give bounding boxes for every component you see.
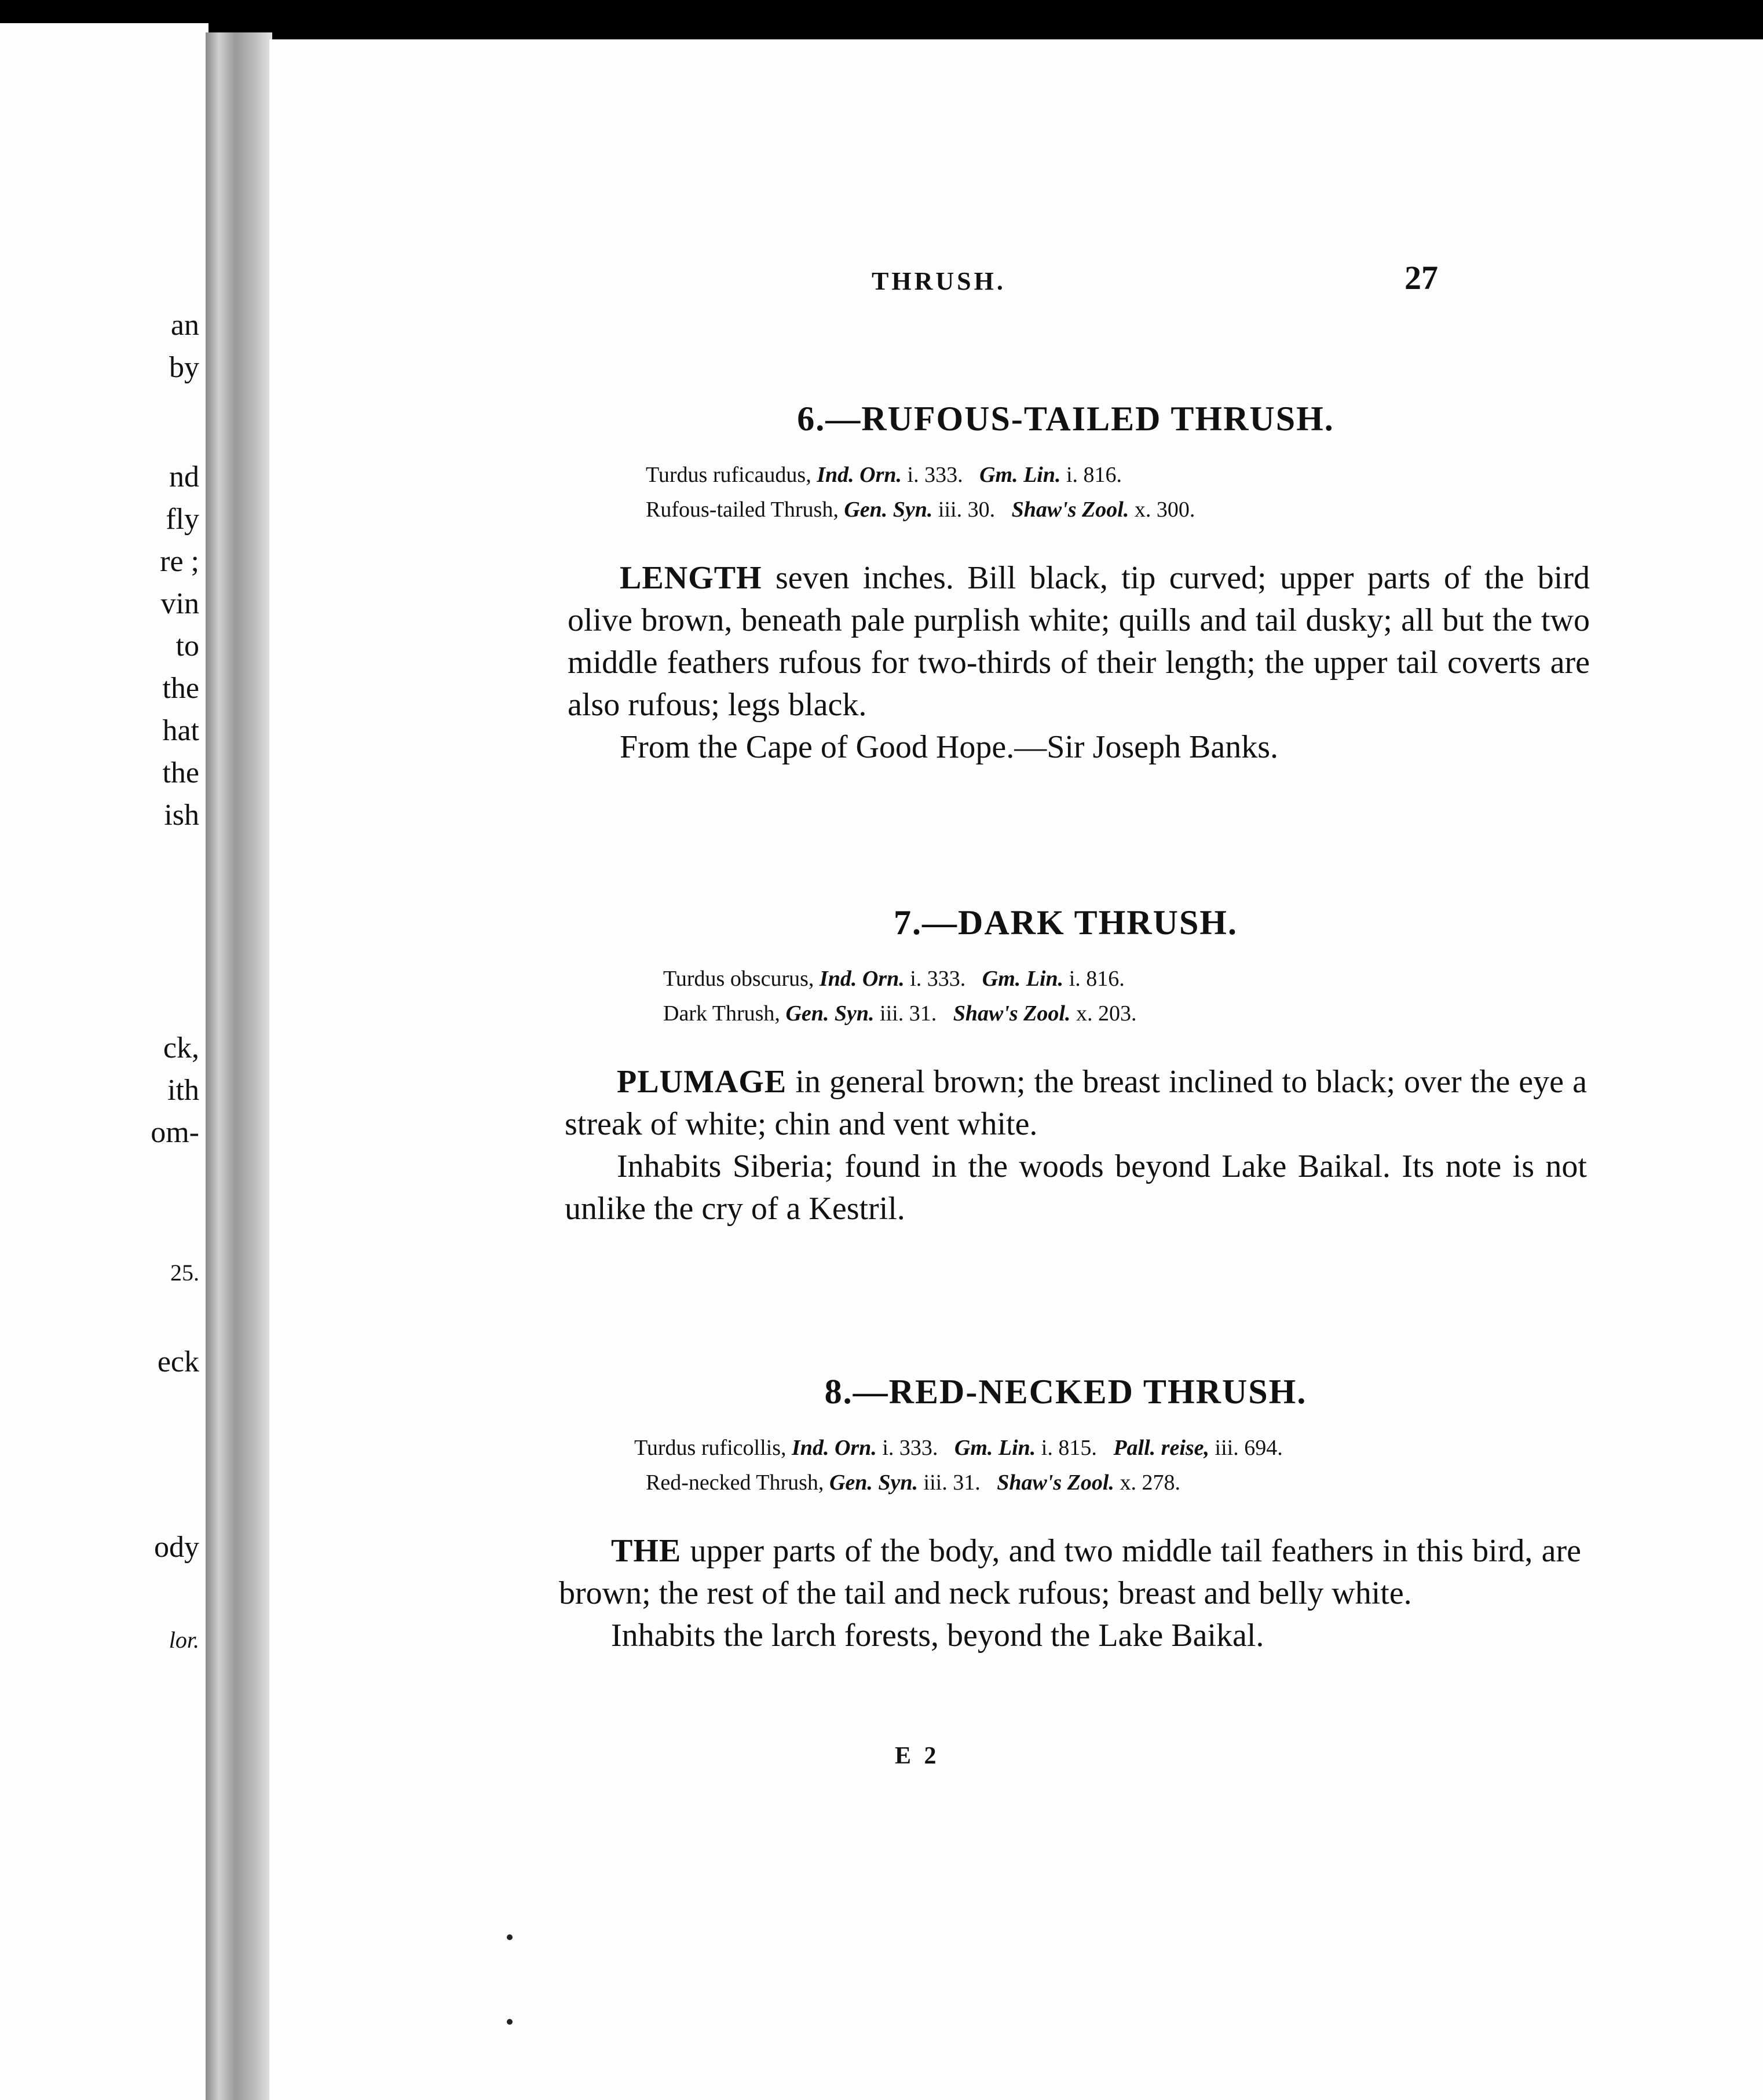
synonym-line	[414, 1431, 1717, 1465]
citation-text: iii. 694.	[1209, 1436, 1283, 1460]
citation-work: Ind. Orn.	[819, 967, 905, 991]
facing-line: eck	[157, 1345, 199, 1378]
facing-line: ish	[164, 799, 199, 832]
facing-line: lor.	[169, 1627, 199, 1653]
citation-text: Turdus obscurus,	[663, 967, 820, 991]
citation-work: Shaw's Zool.	[953, 1001, 1071, 1026]
citation-text: Turdus ruficaudus,	[646, 463, 817, 487]
citation-text: iii. 30.	[932, 497, 1012, 522]
citation-text: iii. 31.	[874, 1001, 953, 1026]
description-text: in general brown; the breast inclined to black; over the eye a streak of white; chin and vent white.	[565, 1064, 1587, 1142]
species-entry	[414, 1371, 1717, 1657]
speck	[507, 2019, 513, 2025]
citation-text: Turdus ruficollis,	[634, 1436, 792, 1460]
species-entry	[414, 902, 1717, 1230]
facing-line: ody	[154, 1531, 199, 1564]
facing-line: nd	[169, 460, 199, 493]
facing-line: om-	[151, 1116, 199, 1149]
citation-text: x. 203.	[1070, 1001, 1137, 1026]
species-entry	[414, 398, 1717, 769]
citation-text: x. 278.	[1114, 1470, 1180, 1495]
page-number: 27	[1404, 259, 1438, 297]
citation-work: Ind. Orn.	[817, 463, 902, 487]
facing-line: 25.	[170, 1260, 199, 1286]
facing-line: the	[162, 672, 199, 705]
habitat-paragraph: Inhabits the larch forests, beyond the Lake Baikal.	[611, 1618, 1264, 1653]
citation-text: Dark Thrush,	[663, 1001, 786, 1026]
description-paragraph	[568, 557, 1590, 726]
synonym-line	[414, 996, 1717, 1031]
citation-text: i. 333.	[904, 967, 982, 991]
facing-line: ck,	[163, 1031, 199, 1064]
description	[568, 557, 1590, 769]
species-heading: 7.—DARK THRUSH.	[894, 903, 1238, 942]
facing-line: an	[170, 309, 199, 342]
citation-work: Pall. reise,	[1113, 1436, 1210, 1460]
synonym-line	[414, 458, 1717, 492]
citation-work: Gm. Lin.	[954, 1436, 1036, 1460]
synonym-line	[414, 1465, 1717, 1500]
citation-work: Ind. Orn.	[792, 1436, 877, 1460]
citation-text: i. 333.	[902, 463, 980, 487]
description	[559, 1530, 1581, 1657]
citation-text: i. 333.	[876, 1436, 954, 1460]
citation-text: Red-necked Thrush,	[646, 1470, 829, 1495]
facing-line: vin	[160, 587, 199, 620]
description-paragraph	[559, 1530, 1581, 1615]
facing-line: the	[162, 756, 199, 789]
synonymy	[414, 1431, 1717, 1500]
facing-line: ith	[167, 1074, 199, 1107]
book-page	[269, 39, 1763, 2100]
book-gutter	[206, 32, 272, 2100]
facing-line: to	[175, 630, 199, 663]
lead-word: PLUMAGE	[617, 1064, 787, 1100]
description-paragraph	[565, 1061, 1587, 1146]
signature-mark: E 2	[895, 1743, 940, 1769]
citation-text: Rufous-tailed Thrush,	[646, 497, 844, 522]
facing-line: hat	[162, 714, 199, 747]
citation-text: i. 816.	[1063, 967, 1125, 991]
facing-line: re ;	[160, 545, 199, 578]
facing-line: by	[169, 351, 199, 384]
citation-work: Gm. Lin.	[982, 967, 1064, 991]
citation-text: iii. 31.	[918, 1470, 997, 1495]
citation-work: Gen. Syn.	[844, 497, 933, 522]
habitat-paragraph: Inhabits Siberia; found in the woods beyond Lake Baikal. Its note is not unlike the cry of a Kestril.	[565, 1148, 1587, 1227]
running-head: THRUSH.	[872, 267, 1006, 295]
citation-work: Gen. Syn.	[785, 1001, 875, 1026]
speck	[507, 1934, 513, 1940]
citation-work: Gm. Lin.	[979, 463, 1061, 487]
facing-line: fly	[166, 503, 199, 536]
facing-page	[0, 23, 209, 2100]
description-text: upper parts of the body, and two middle tail feathers in this bird, are brown; the rest of the tail and neck rufous; breast and belly white.	[559, 1533, 1581, 1611]
description-text: seven inches. Bill black, tip curved; upper parts of the bird olive brown, beneath pale purplish white; quills and tail dusky; all but the two middle feathers rufous for two-thirds of their length; the upper tail coverts are also rufous; legs black.	[568, 560, 1590, 723]
species-heading: 6.—RUFOUS-TAILED THRUSH.	[797, 400, 1334, 438]
citation-work: Gen. Syn.	[829, 1470, 919, 1495]
lead-word: LENGTH	[620, 560, 762, 596]
citation-text: i. 816.	[1060, 463, 1122, 487]
citation-work: Shaw's Zool.	[1011, 497, 1129, 522]
citation-work: Shaw's Zool.	[997, 1470, 1114, 1495]
habitat-paragraph: From the Cape of Good Hope.—Sir Joseph Banks.	[620, 729, 1279, 765]
citation-text: i. 815.	[1036, 1436, 1114, 1460]
description	[565, 1061, 1587, 1230]
synonymy	[414, 458, 1717, 527]
species-heading: 8.—RED-NECKED THRUSH.	[824, 1373, 1307, 1411]
synonym-line	[414, 492, 1717, 527]
synonymy	[414, 961, 1717, 1031]
citation-text: x. 300.	[1129, 497, 1195, 522]
lead-word: THE	[611, 1533, 682, 1569]
synonym-line	[414, 961, 1717, 996]
